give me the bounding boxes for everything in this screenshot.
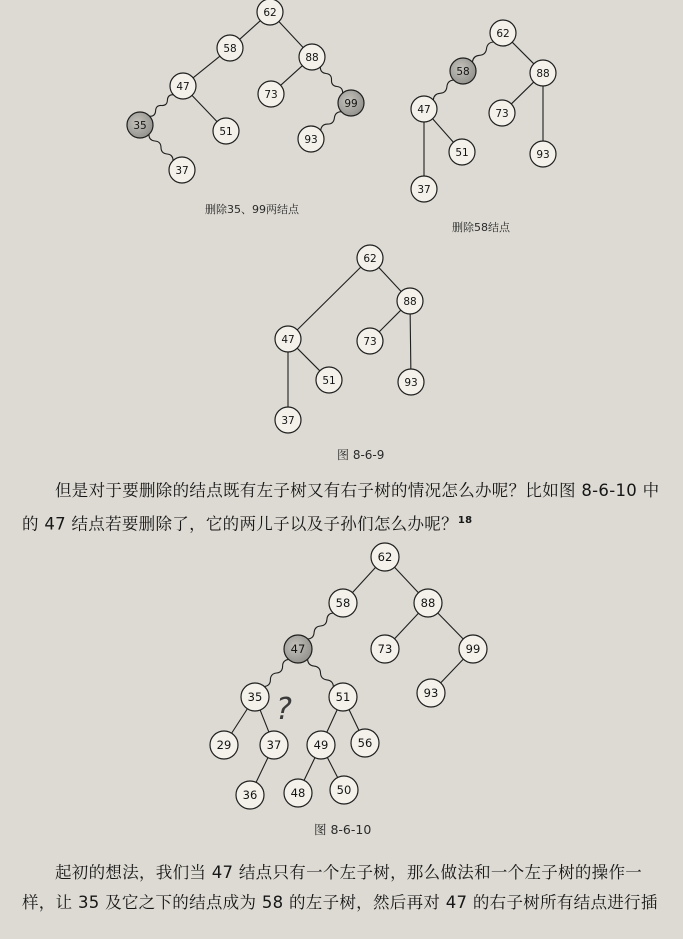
tree-node-48 — [284, 779, 312, 807]
tree-node-93 — [398, 369, 424, 395]
tree-node-47 — [275, 326, 301, 352]
node-label: 37 — [281, 415, 295, 427]
tree-node-36 — [236, 781, 264, 809]
tree-edge — [379, 310, 401, 332]
node-label: 51 — [322, 375, 336, 387]
deleted-edge — [150, 95, 174, 117]
node-label: 35 — [247, 690, 263, 704]
tree-node-35 — [241, 683, 269, 711]
node-label: 88 — [403, 296, 417, 308]
caption-delete-35-99: 删除35、99两结点 — [205, 203, 299, 216]
node-label: 62 — [263, 7, 277, 19]
tree-edge — [260, 710, 269, 732]
tree-node-99 — [338, 90, 364, 116]
node-label: 56 — [357, 736, 373, 750]
tree-edge — [279, 22, 303, 48]
tree-node-50 — [330, 776, 358, 804]
tree-node-62 — [490, 20, 516, 46]
node-label: 73 — [495, 108, 509, 120]
caption-delete-58: 删除58结点 — [452, 221, 510, 234]
tree-node-93 — [530, 141, 556, 167]
node-label: 73 — [363, 336, 377, 348]
tree-node-62 — [371, 543, 399, 571]
node-label: 29 — [216, 738, 232, 752]
deleted-edge — [264, 659, 288, 686]
tree-node-47 — [170, 73, 196, 99]
tree-edge — [410, 314, 411, 369]
tree-node-99 — [459, 635, 487, 663]
tree-edge — [281, 66, 303, 86]
tree-node-29 — [210, 731, 238, 759]
node-label: 36 — [242, 788, 258, 802]
tree-node-51 — [316, 367, 342, 393]
node-label: 58 — [223, 43, 237, 55]
node-label: 37 — [417, 184, 431, 196]
tree-node-62 — [257, 0, 283, 25]
tree-node-37 — [275, 407, 301, 433]
tree-node-47 — [411, 96, 437, 122]
tree-edge — [379, 268, 401, 292]
node-label: 93 — [304, 134, 318, 146]
tree-edge — [192, 95, 217, 121]
node-label: 47 — [290, 642, 306, 656]
node-label: 62 — [496, 28, 510, 40]
node-label: 58 — [335, 596, 351, 610]
node-label: 35 — [133, 120, 147, 132]
node-label: 37 — [175, 165, 189, 177]
node-label: 73 — [377, 642, 393, 656]
deleted-edge — [308, 613, 333, 639]
tree-node-51 — [329, 683, 357, 711]
tree-edge — [441, 659, 464, 683]
deleted-edge — [320, 67, 342, 93]
tree-node-51 — [449, 139, 475, 165]
tree-node-73 — [371, 635, 399, 663]
tree-edge — [240, 21, 261, 40]
tree-node-62 — [357, 245, 383, 271]
tree-node-88 — [299, 44, 325, 70]
tree-edge — [327, 757, 337, 777]
tree-node-47 — [284, 635, 312, 663]
node-label: 47 — [417, 104, 431, 116]
paragraph-initial-idea-text: 起初的想法，我们当 47 结点只有一个左子树，那么做法和一个左子树的操作一样，让 35 及它之下的结点成为 58 的左子树，然后再对 47 的右子树所有结点进行插 — [22, 863, 658, 912]
tree-node-49 — [307, 731, 335, 759]
node-label: 37 — [266, 738, 282, 752]
deleted-edge — [433, 80, 453, 100]
figure-8-6-10 — [210, 543, 487, 809]
node-label: 73 — [264, 89, 278, 101]
node-label: 88 — [420, 596, 436, 610]
tree-node-73 — [489, 100, 515, 126]
node-label: 88 — [305, 52, 319, 64]
node-label: 58 — [456, 66, 470, 78]
paragraph-initial-idea — [22, 858, 662, 918]
tree-edge — [297, 267, 361, 330]
tree-node-73 — [258, 81, 284, 107]
tree-edge — [304, 758, 315, 781]
tree-node-93 — [417, 679, 445, 707]
tree-node-56 — [351, 729, 379, 757]
node-label: 51 — [335, 690, 351, 704]
node-label: 99 — [465, 642, 481, 656]
tree-node-93 — [298, 126, 324, 152]
tree-node-88 — [414, 589, 442, 617]
figure-8-6-9 — [275, 245, 424, 433]
deleted-edge — [308, 659, 334, 687]
tree-node-58 — [217, 35, 243, 61]
tree-node-88 — [397, 288, 423, 314]
tree-node-73 — [357, 328, 383, 354]
node-label: 93 — [536, 149, 550, 161]
paragraph-question-text: 但是对于要删除的结点既有左子树又有右子树的情况怎么办呢？比如图 8-6-10 中的 47 结点若要删除了，它的两儿子以及子孙们怎么办呢？ — [22, 481, 660, 534]
footnote-mark: 18 — [457, 515, 473, 526]
node-label: 51 — [455, 147, 469, 159]
node-label: 51 — [219, 126, 233, 138]
question-mark: ? — [276, 692, 292, 727]
tree-node-58 — [450, 58, 476, 84]
tree-node-88 — [530, 60, 556, 86]
tree-node-37 — [169, 157, 195, 183]
tree-node-58 — [329, 589, 357, 617]
tree-edge — [395, 613, 419, 639]
tree-edge — [327, 710, 337, 733]
node-label: 93 — [404, 377, 418, 389]
tree-node-37 — [411, 176, 437, 202]
node-label: 99 — [344, 98, 358, 110]
caption-figure-8-6-10: 图 8-6-10 — [314, 822, 372, 837]
node-label: 49 — [313, 738, 329, 752]
tree-edge — [511, 82, 533, 104]
tree-node-37 — [260, 731, 288, 759]
tree-edge — [256, 758, 268, 783]
node-label: 47 — [176, 81, 190, 93]
deleted-edge — [321, 112, 342, 131]
tree-edge — [512, 42, 534, 64]
tree-edge — [297, 348, 320, 371]
tree-edge — [232, 709, 248, 733]
tree-node-35 — [127, 112, 153, 138]
node-label: 50 — [336, 783, 352, 797]
node-label: 47 — [281, 334, 295, 346]
tree-edge — [433, 119, 454, 143]
paragraph-question — [22, 476, 662, 540]
node-label: 48 — [290, 786, 306, 800]
tree-edge — [352, 567, 375, 592]
tree-edge — [349, 710, 359, 731]
node-label: 62 — [377, 550, 393, 564]
tree-edge — [438, 613, 463, 639]
node-label: 93 — [423, 686, 439, 700]
deleted-edge — [149, 135, 173, 161]
caption-figure-8-6-9: 图 8-6-9 — [337, 448, 385, 462]
figure-delete-35-99 — [127, 0, 364, 183]
node-label: 62 — [363, 253, 377, 265]
tree-node-51 — [213, 118, 239, 144]
figure-delete-58 — [411, 20, 556, 202]
deleted-edge — [472, 42, 493, 62]
tree-edge — [395, 567, 419, 593]
node-label: 88 — [536, 68, 550, 80]
tree-edge — [193, 56, 220, 78]
